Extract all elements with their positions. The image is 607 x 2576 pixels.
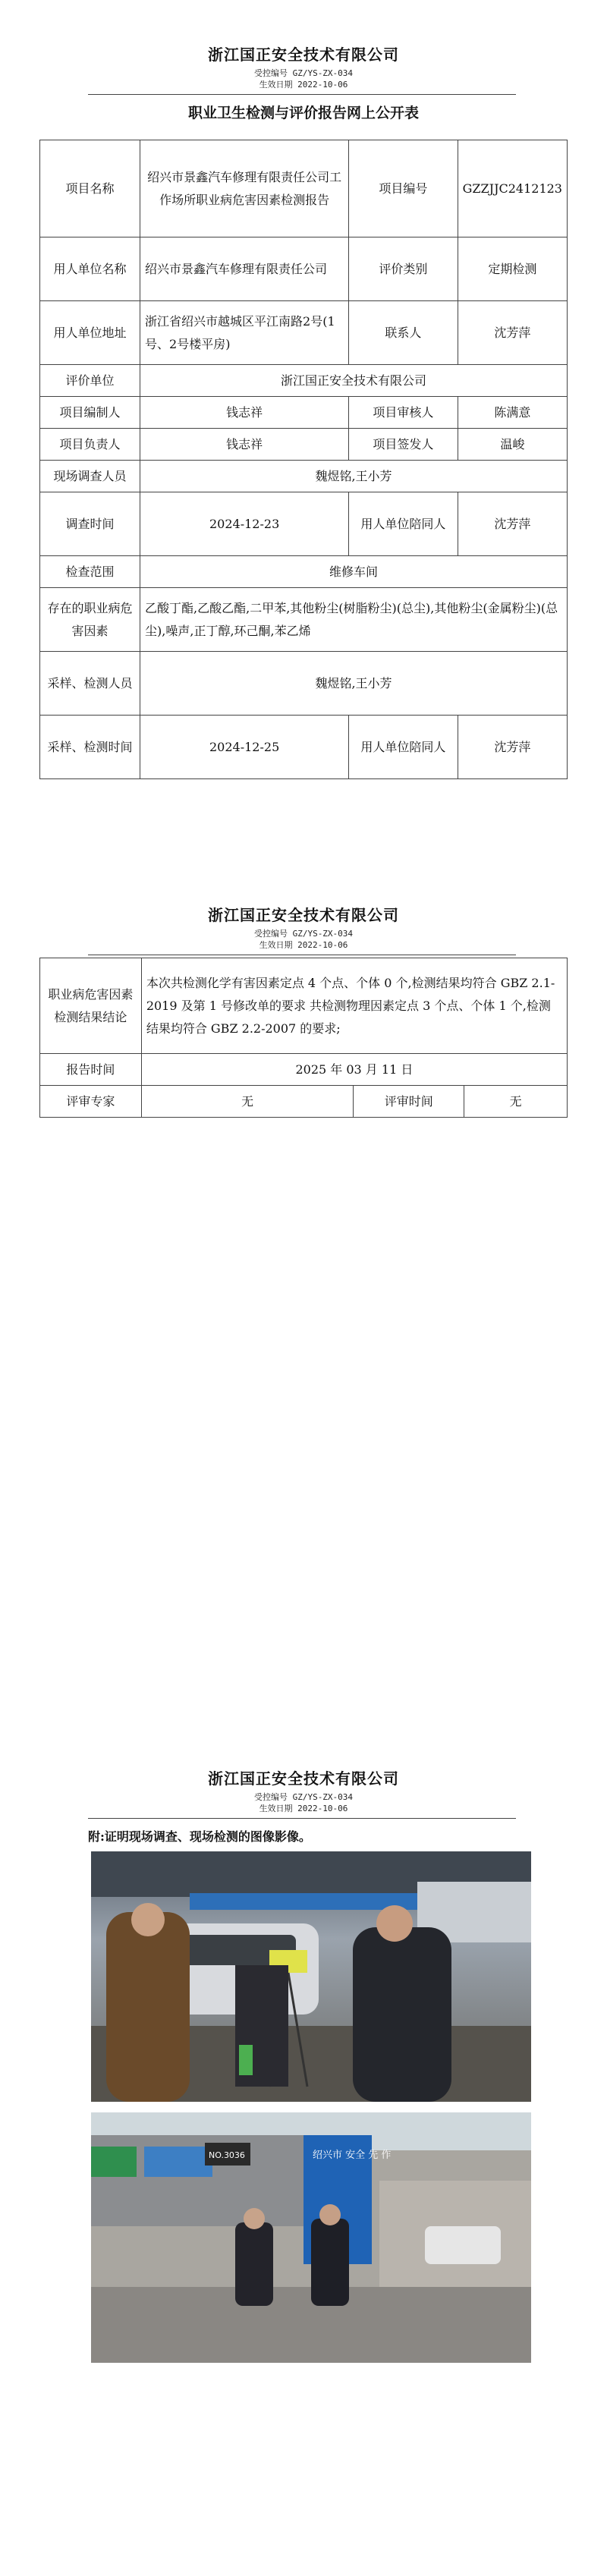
company-name: 浙江国正安全技术有限公司 — [208, 906, 399, 924]
label-cell: 用人单位名称 — [40, 237, 140, 301]
label-cell: 用人单位陪同人 — [349, 716, 458, 779]
table-row — [40, 140, 568, 237]
effective-date: 生效日期 2022-10-06 — [259, 80, 348, 90]
compiler-cell: 钱志祥 — [140, 397, 349, 429]
label-cell: 项目签发人 — [349, 429, 458, 461]
label-cell: 评价类别 — [349, 237, 458, 301]
photo-group-image — [91, 2112, 531, 2363]
effective-date: 生效日期 2022-10-06 — [259, 940, 348, 950]
disclosure-table — [39, 140, 568, 779]
sample-time-cell: 2024-12-25 — [140, 716, 349, 779]
label-cell: 报告时间 — [40, 1054, 142, 1086]
label-cell: 调查时间 — [40, 492, 140, 556]
label-cell: 用人单位陪同人 — [349, 492, 458, 556]
label-cell: 联系人 — [349, 301, 458, 365]
photo-survey-image — [91, 1851, 531, 2102]
photo-plate-text: NO.3036 — [209, 2150, 245, 2160]
table-row — [40, 237, 568, 301]
project-no-cell: GZZJJC2412123 — [458, 140, 567, 237]
table-row — [40, 301, 568, 365]
label-cell: 项目审核人 — [349, 397, 458, 429]
eval-type-cell: 定期检测 — [458, 237, 567, 301]
header-divider — [88, 94, 516, 95]
page-3-header — [0, 1766, 607, 1814]
samplers-cell: 魏煜铭,王小芳 — [140, 652, 568, 716]
company-name: 浙江国正安全技术有限公司 — [208, 46, 399, 64]
effective-date: 生效日期 2022-10-06 — [259, 1804, 348, 1813]
table-row — [40, 1086, 568, 1118]
site-photo-survey — [91, 1851, 531, 2102]
label-cell: 用人单位地址 — [40, 301, 140, 365]
employer-cell: 绍兴市景鑫汽车修理有限责任公司 — [140, 237, 349, 301]
leader-cell: 钱志祥 — [140, 429, 349, 461]
photo-sign-text: 绍兴市 安全 先 作 — [313, 2150, 392, 2161]
label-cell: 项目负责人 — [40, 429, 140, 461]
scope-cell: 维修车间 — [140, 556, 568, 588]
investigators-cell: 魏煜铭,王小芳 — [140, 461, 568, 492]
table-row — [40, 429, 568, 461]
control-number: 受控编号 GZ/YS-ZX-034 — [253, 929, 354, 939]
label-cell: 项目编号 — [349, 140, 458, 237]
reviewer-cell: 陈满意 — [458, 397, 567, 429]
label-cell: 采样、检测人员 — [40, 652, 140, 716]
label-cell: 职业病危害因素检测结果结论 — [40, 958, 142, 1054]
table-row — [40, 492, 568, 556]
control-number: 受控编号 GZ/YS-ZX-034 — [253, 68, 354, 78]
document-title: 职业卫生检测与评价报告网上公开表 — [187, 105, 419, 121]
label-cell: 采样、检测时间 — [40, 716, 140, 779]
companion-cell: 沈芳萍 — [458, 492, 567, 556]
project-name-cell: 绍兴市景鑫汽车修理有限责任公司工作场所职业病危害因素检测报告 — [140, 140, 349, 237]
label-cell: 评审时间 — [354, 1086, 464, 1118]
survey-time-cell: 2024-12-23 — [140, 492, 349, 556]
page-2-header — [0, 903, 607, 951]
annex-caption: 附:证明现场调查、现场检测的图像影像。 — [88, 1829, 311, 1844]
table-row — [40, 365, 568, 397]
issuer-cell: 温峻 — [458, 429, 567, 461]
company-name: 浙江国正安全技术有限公司 — [208, 1769, 399, 1788]
label-cell: 现场调查人员 — [40, 461, 140, 492]
table-row — [40, 1054, 568, 1086]
header-divider — [88, 1818, 516, 1819]
conclusion-table — [39, 958, 568, 1118]
conclusion-cell: 本次共检测化学有害因素定点 4 个点、个体 0 个,检测结果均符合 GBZ 2.1-2019 及第 1 号修改单的要求 共检测物理因素定点 3 个点、个体 1 个,检测结果均符合 GBZ 2.2-2007 的要求; — [141, 958, 567, 1054]
label-cell: 检查范围 — [40, 556, 140, 588]
experts-cell: 无 — [141, 1086, 354, 1118]
label-cell: 评价单位 — [40, 365, 140, 397]
table-row — [40, 588, 568, 652]
table-row — [40, 716, 568, 779]
table-row — [40, 652, 568, 716]
hazards-cell: 乙酸丁酯,乙酸乙酯,二甲苯,其他粉尘(树脂粉尘)(总尘),其他粉尘(金属粉尘)(总尘),噪声,正丁醇,环己酮,苯乙烯 — [140, 588, 568, 652]
eval-unit-cell: 浙江国正安全技术有限公司 — [140, 365, 568, 397]
review-time-cell: 无 — [464, 1086, 568, 1118]
table-row — [40, 461, 568, 492]
site-photo-group — [91, 2112, 531, 2363]
companion2-cell: 沈芳萍 — [458, 716, 567, 779]
label-cell: 存在的职业病危害因素 — [40, 588, 140, 652]
table-row — [40, 397, 568, 429]
table-row — [40, 556, 568, 588]
label-cell: 项目名称 — [40, 140, 140, 237]
contact-cell: 沈芳萍 — [458, 301, 567, 365]
report-time-cell: 2025 年 03 月 11 日 — [141, 1054, 567, 1086]
label-cell: 项目编制人 — [40, 397, 140, 429]
address-cell: 浙江省绍兴市越城区平江南路2号(1号、2号楼平房) — [140, 301, 349, 365]
table-row — [40, 958, 568, 1054]
page-header — [0, 42, 607, 90]
control-number: 受控编号 GZ/YS-ZX-034 — [253, 1792, 354, 1802]
label-cell: 评审专家 — [40, 1086, 142, 1118]
